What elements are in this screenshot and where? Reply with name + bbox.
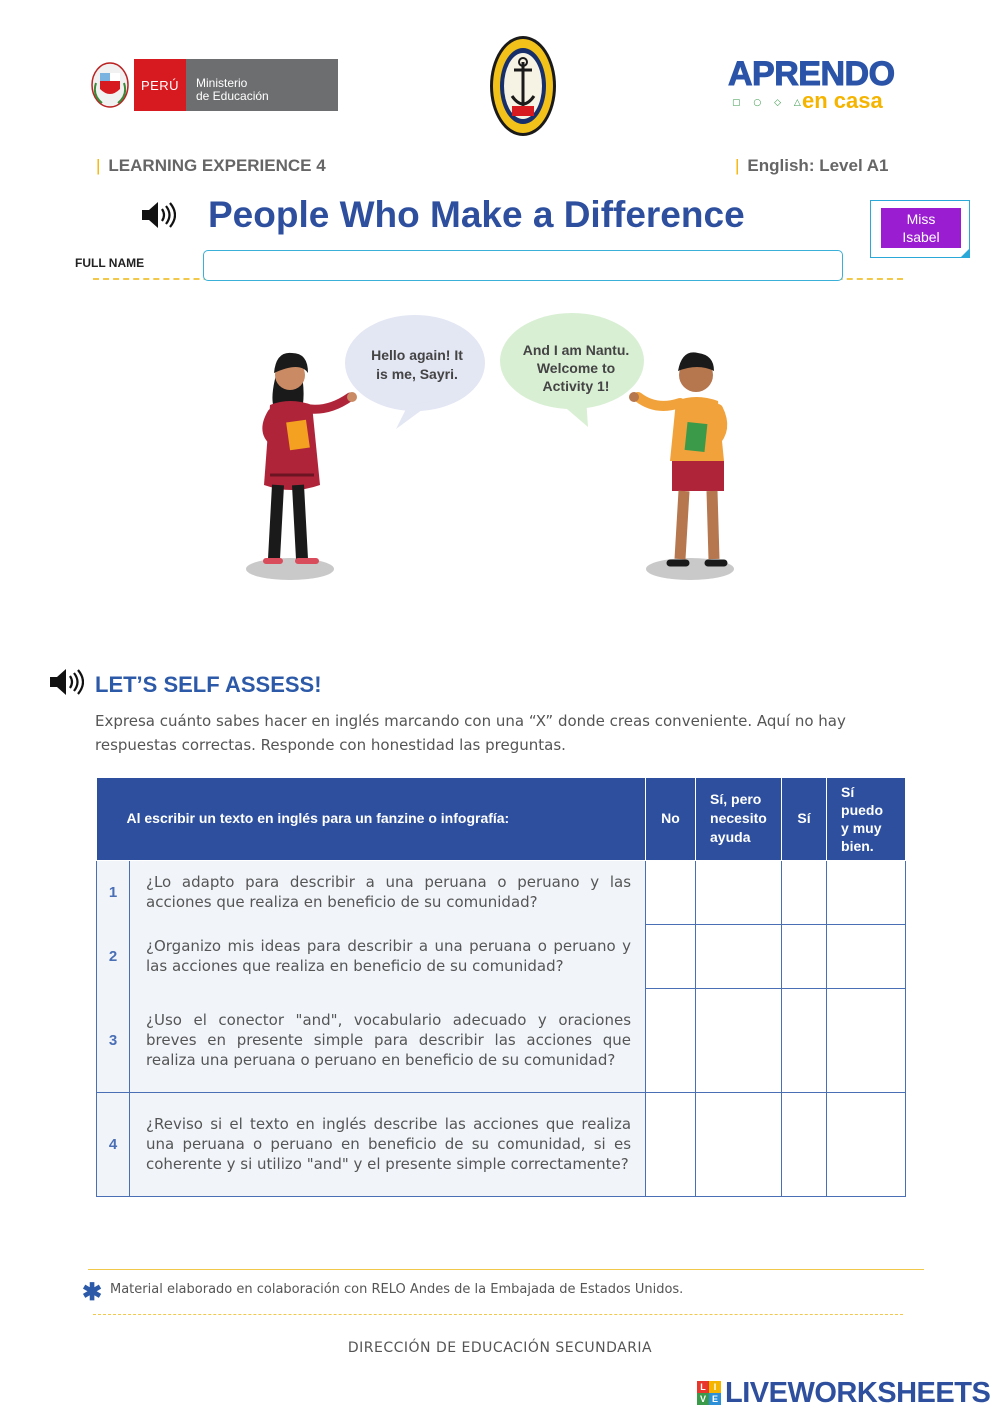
speaker-icon[interactable]	[140, 200, 176, 230]
checkbox-si-pero-2[interactable]	[696, 924, 782, 988]
ministry-line-1: Ministerio	[196, 76, 248, 90]
checkbox-no-3[interactable]	[646, 988, 696, 1092]
row-number: 2	[97, 924, 130, 988]
row-question: ¿Uso el conector "and", vocabulario adecuado y oraciones breves en presente simple para describir las acciones que realiza una peruana o peruano en beneficio de su comunidad?	[130, 988, 646, 1092]
self-assessment-table	[96, 778, 906, 1197]
nantu-line-2: Welcome to	[536, 360, 616, 376]
row-question: ¿Reviso si el texto en inglés describe las acciones que realiza una peruana o peruano en beneficio de su comunidad, si es coherente y si utilizo "and" y el presente simple correctamente?	[130, 1092, 646, 1196]
header-si-pero-line-2: necesito	[710, 810, 767, 827]
shapes-icon: ▢ ○ ◇ △	[732, 98, 806, 108]
header-si-pero	[696, 778, 782, 860]
nantu-character	[629, 352, 734, 580]
teacher-line-2: Isabel	[902, 229, 940, 245]
section-speaker-icon[interactable]	[48, 667, 84, 697]
header-muy-line-3: y muy	[841, 819, 882, 836]
checkbox-si-pero-3[interactable]	[696, 988, 782, 1092]
row-number: 4	[97, 1092, 130, 1196]
experience-label: | LEARNING EXPERIENCE 4	[96, 156, 326, 175]
teacher-badge	[870, 200, 970, 258]
footer-dashed-divider	[93, 1314, 903, 1315]
table-row	[97, 988, 906, 1092]
characters-illustration	[230, 305, 760, 595]
sayri-character	[246, 353, 357, 580]
row-question: ¿Lo adapto para describir a una peruana o peruano y las acciones que realiza en beneficio de su comunidad?	[130, 860, 646, 924]
level-text: English: Level A1	[747, 156, 889, 175]
checkbox-si-3[interactable]	[782, 988, 827, 1092]
aprendo-en-casa-logo	[728, 56, 908, 116]
row-number: 3	[97, 988, 130, 1092]
checkbox-si-1[interactable]	[782, 860, 827, 924]
header-si-pero-line-1: Sí, pero	[710, 791, 762, 808]
teacher-line-1: Miss	[906, 211, 936, 227]
checkbox-no-1[interactable]	[646, 860, 696, 924]
aprendo-top-text: APRENDO	[728, 55, 895, 93]
row-number: 1	[97, 860, 130, 924]
header-muy-line-2: puedo	[841, 801, 884, 818]
footer-divider	[88, 1269, 924, 1270]
header-muy-bien	[827, 778, 906, 860]
sayri-line-1: Hello again! It	[371, 347, 463, 363]
table-header-row	[97, 778, 906, 860]
checkbox-muy-bien-1[interactable]	[827, 860, 906, 924]
peru-label: PERÚ	[134, 59, 186, 111]
page-title: People Who Make a Difference	[208, 194, 745, 235]
checkbox-si-2[interactable]	[782, 924, 827, 988]
header-no: No	[646, 778, 696, 860]
ministry-line-2: de Educación	[196, 89, 269, 103]
checkbox-muy-bien-4[interactable]	[827, 1092, 906, 1196]
ministry-logo	[90, 58, 338, 112]
checkbox-no-2[interactable]	[646, 924, 696, 988]
header-muy-line-1: Sí	[841, 783, 855, 800]
checkbox-si-pero-4[interactable]	[696, 1092, 782, 1196]
fullname-label: FULL NAME	[75, 256, 145, 270]
header-si-pero-line-3: ayuda	[710, 829, 751, 846]
teacher-name	[881, 208, 961, 248]
peru-coat-of-arms-icon	[90, 59, 130, 111]
header-si: Sí	[782, 778, 827, 860]
sayri-line-2: is me, Sayri.	[376, 366, 458, 382]
aprendo-bottom-text: en casa	[802, 88, 883, 113]
checkbox-muy-bien-3[interactable]	[827, 988, 906, 1092]
ministry-label	[186, 59, 338, 111]
liveworksheets-icon: L I V E	[697, 1381, 721, 1405]
sayri-speech-bubble	[345, 315, 485, 429]
experience-text: LEARNING EXPERIENCE 4	[108, 156, 326, 175]
table-row	[97, 1092, 906, 1196]
footer-note: Material elaborado en colaboración con RELO Andes de la Embajada de Estados Unidos.	[110, 1282, 684, 1297]
liveworksheets-wordmark: LIVEWORKSHEETS	[725, 1376, 991, 1409]
nantu-line-1: And I am Nantu.	[522, 342, 630, 358]
asterisk-icon: ✱	[82, 1279, 103, 1306]
table-row	[97, 924, 906, 988]
nantu-line-3: Activity 1!	[542, 378, 610, 394]
section-title: LET’S SELF ASSESS!	[95, 672, 322, 697]
header-muy-line-4: bien.	[841, 837, 874, 854]
nantu-speech-bubble	[500, 313, 644, 427]
checkbox-no-4[interactable]	[646, 1092, 696, 1196]
checkbox-si-4[interactable]	[782, 1092, 827, 1196]
fullname-input[interactable]	[203, 250, 843, 281]
school-seal-icon	[488, 34, 558, 138]
badge-fold	[960, 248, 970, 258]
liveworksheets-logo[interactable]	[697, 1377, 990, 1409]
checkbox-muy-bien-2[interactable]	[827, 924, 906, 988]
section-intro: Expresa cuánto sabes hacer en inglés marcando con una “X” donde creas conveniente. Aquí no hay respuestas correctas. Responde con honestidad las preguntas.	[95, 712, 846, 754]
footer-direccion: DIRECCIÓN DE EDUCACIÓN SECUNDARIA	[347, 1340, 653, 1356]
header-main: Al escribir un texto en inglés para un fanzine o infografía:	[97, 778, 646, 860]
row-question: ¿Organizo mis ideas para describir a una peruana o peruano y las acciones que realiza en beneficio de su comunidad?	[130, 924, 646, 988]
level-label: | English: Level A1	[735, 156, 889, 175]
checkbox-si-pero-1[interactable]	[696, 860, 782, 924]
table-row	[97, 860, 906, 924]
